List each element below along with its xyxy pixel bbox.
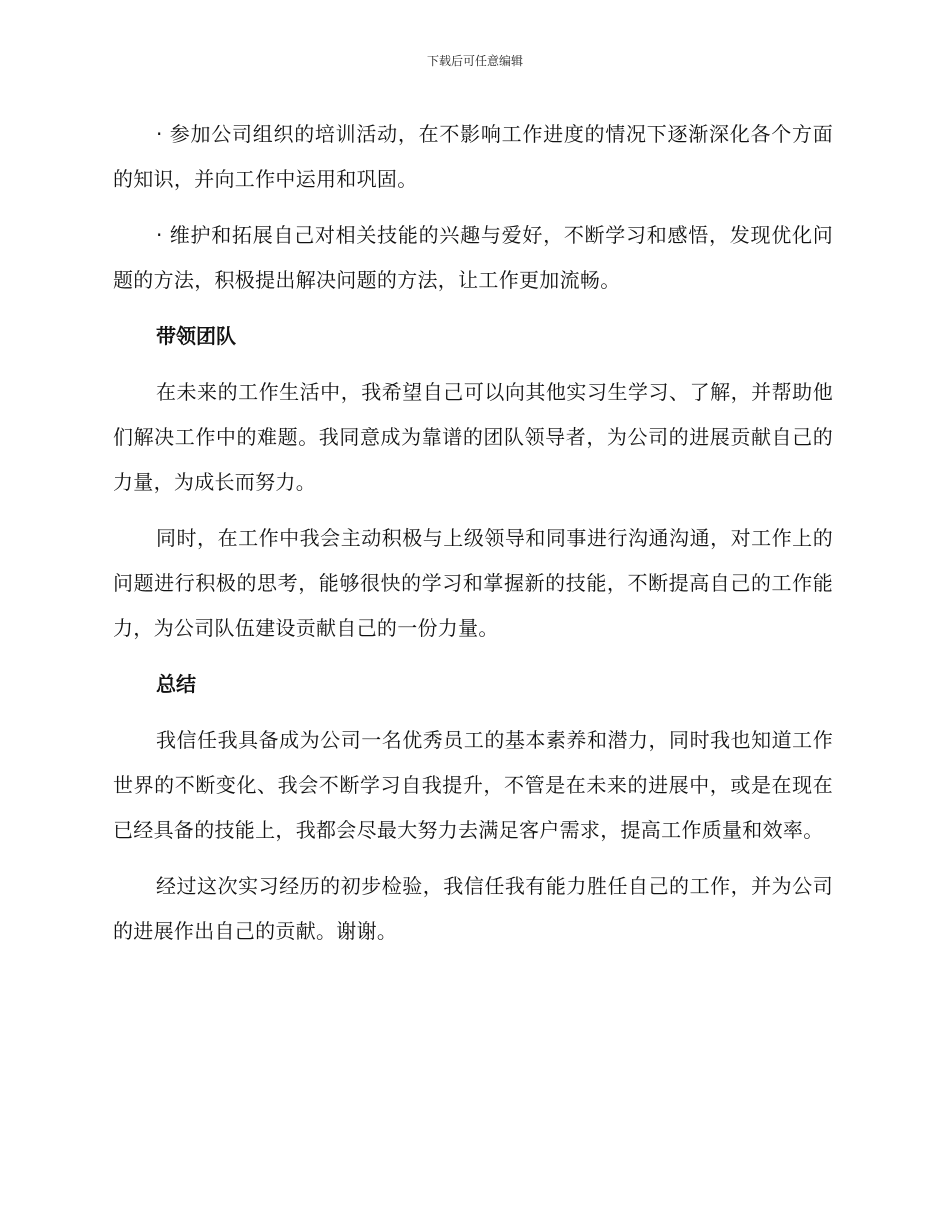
page-header: 下载后可任意编辑: [426, 54, 523, 68]
paragraph-communication: 同时，在工作中我会主动积极与上级领导和同事进行沟通沟通，对工作上的问题进行积极的思考，能够很快的学习和掌握新的技能，不断提高自己的工作能力，为公司队伍建设贡献自己的一份力量。: [113, 526, 833, 640]
bullet-paragraph-skills: · 维护和拓展自己对相关技能的兴趣与爱好，不断学习和感悟，发现优化问题的方法，积极提出解决问题的方法，让工作更加流畅。: [113, 223, 833, 292]
paragraph-closing: 经过这次实习经历的初步检验，我信任我有能力胜任自己的工作，并为公司的进展作出自己的贡献。谢谢。: [113, 874, 833, 943]
section-heading-summary: 总结: [156, 672, 196, 696]
bullet-paragraph-training: · 参加公司组织的培训活动，在不影响工作进度的情况下逐渐深化各个方面的知识，并向工作中运用和巩固。: [113, 122, 833, 191]
document-body: [113, 112, 833, 965]
section-heading-lead-team: 带领团队: [156, 324, 236, 348]
paragraph-future-work: 在未来的工作生活中，我希望自己可以向其他实习生学习、了解，并帮助他们解决工作中的难题。我同意成为靠谱的团队领导者，为公司的进展贡献自己的力量，为成长而努力。: [113, 380, 833, 494]
paragraph-summary: 我信任我具备成为公司一名优秀员工的基本素养和潜力，同时我也知道工作世界的不断变化、我会不断学习自我提升，不管是在未来的进展中，或是在现在已经具备的技能上，我都会尽最大努力去满足客户需求，提高工作质量和效率。: [113, 728, 833, 842]
